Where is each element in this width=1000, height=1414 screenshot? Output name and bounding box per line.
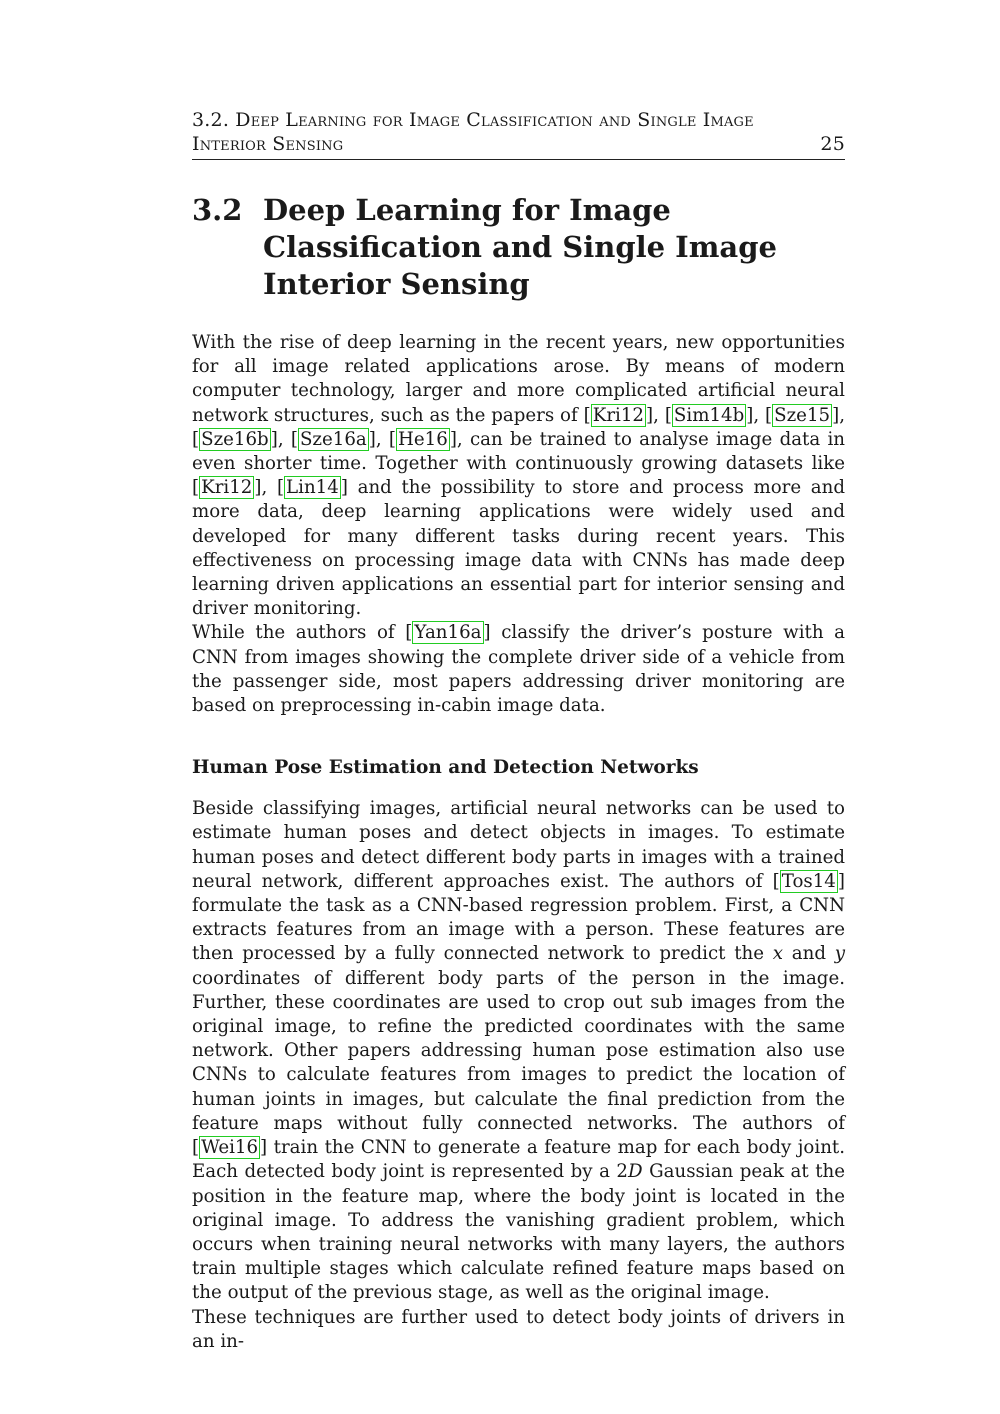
citation-link[interactable]: Lin14 — [286, 477, 339, 499]
running-head-line2-row — [192, 132, 845, 156]
citation-link[interactable]: Tos14 — [781, 870, 836, 892]
text-run: , — [753, 404, 766, 426]
section-heading — [192, 192, 845, 303]
text-run: and — [783, 943, 835, 965]
page-content — [192, 108, 845, 1354]
math-variable: y — [834, 943, 846, 965]
text-run: , — [375, 428, 389, 450]
text-run: and the possibility to store and process more and more data, deep learning applications were widely used and developed for many different tasks during recent years. This effectiveness on processing image data with CNNs has made deep learning driven applications an essential part for interior sensing and driver monitoring. — [192, 477, 845, 620]
math-variable: D — [628, 1161, 643, 1183]
citation-link[interactable]: Sze16b — [201, 428, 269, 450]
math-variable: x — [772, 943, 784, 965]
running-head-line2: Interior Sensing — [192, 133, 344, 155]
running-head — [192, 108, 845, 156]
citation-link[interactable]: Sim14b — [673, 404, 745, 426]
text-run: , — [839, 404, 845, 426]
text-run: With the rise of deep learning in the recent years, new opportunities for all image related applications arose. By means of modern computer technology, larger and more complicated artificial neural network structures, such as the papers of — [192, 332, 845, 426]
header-rule — [192, 159, 845, 160]
citation-link[interactable]: Sze15 — [774, 404, 831, 426]
text-run: coordinates of different body parts of the person in the image. Further, these coordinates are used to crop out sub images from the original image, to refine the predicted coordinates with the same network. Other papers addressing human pose estimation also use CNNs to calculate features from images to predict the location of human joints in images, but calculate the final prediction from the feature maps without fully connected networks. The authors of — [192, 967, 845, 1134]
citation-link[interactable]: Wei16 — [201, 1137, 259, 1159]
paragraph-driver-posture: While the authors of [ Yan16a ] classify the driver’s posture with a CNN from images showing the complete driver side of a vehicle from the passenger side, most papers addressing driver monitoring are based on preprocessing in-cabin image data. — [192, 622, 846, 717]
text-run: While the authors of — [192, 622, 406, 644]
page-number: 25 — [820, 133, 845, 155]
paragraph-continuation: These techniques are further used to detect body joints of drivers in an in- — [192, 1306, 845, 1352]
citation-link[interactable]: Kri12 — [592, 404, 645, 426]
running-head-line1: 3.2. Deep Learning for Image Classification and Single Image — [192, 109, 754, 131]
text-run: train the CNN to generate a feature map for each body joint. Each detected body joint is represented by a 2 — [192, 1137, 845, 1183]
paragraph-pose-estimation: Beside classifying images, artificial neural networks can be used to estimate human poses and detect objects in images. To estimate human poses and detect different body parts in images with a trained neural network, different approaches exist. The authors of [ Tos14 ] formulate the task as a CNN-based regression problem. First, a CNN extracts features from an image with a person. These features are then processed by a fully connected network to predict the x and y coordinates of different body parts of the person in the image. Further, these coordinates are used to crop out sub images from the original image, to refine the predicted coordinates with the same network. Other papers addressing human pose estimation also use CNNs to calculate features from images to predict the location of human joints in images, but calculate the final prediction from the feature maps without fully connected networks. The authors of [ Wei16 ] train the CNN to generate a feature map for each body joint. Each detected body joint is represented by a 2D Gaussian peak at the position in the feature map, where the body joint is located in the original image. To address the vanishing gradient problem, which occurs when training neural networks with many layers, the authors train multiple stages which calculate refined feature maps based on the output of the previous stage, as well as the original image. — [192, 798, 846, 1304]
citation-link[interactable]: Kri12 — [201, 477, 253, 499]
citation-link[interactable]: Sze16a — [299, 428, 367, 450]
citation-link[interactable]: He16 — [398, 428, 448, 450]
text-run: , — [277, 428, 291, 450]
text-run: classify the driver’s posture with a CNN from images showing the complete driver side of a vehicle from the passenger side, most papers addressing driver monitoring are based on preprocessing in-cabin image data. — [192, 622, 846, 717]
paragraph-intro: With the rise of deep learning in the recent years, new opportunities for all image related applications arose. By means of modern computer technology, larger and more complicated artificial neural network structures, such as the papers of [ Kri12 ], [ Sim14b ], [ Sze15 ], [ Sze16b ], [ Sze16a ], [ He16 ], can be trained to analyse image data in even shorter time. Together with continuously growing datasets like [ Kri12 ], [ Lin14 ] and the possibility to store and process more and more data, deep learning applications were widely used and developed for many different tasks during recent years. This effectiveness on processing image data with CNNs has made deep learning driven applications an essential part for interior sensing and driver monitoring. — [192, 332, 845, 620]
text-run: Gaussian peak at the position in the feature map, where the body joint is located in the original image. To address the vanishing gradient problem, which occurs when training neural networks with many layers, the authors train multiple stages which calculate refined feature maps based on the output of the previous stage, as well as the original image. — [192, 1161, 845, 1304]
text-run: , — [261, 477, 277, 499]
text-run: formulate the task as a CNN-based regression problem. First, a CNN extracts features from an image with a person. These features are then processed by a fully connected network to predict the — [192, 895, 845, 965]
subsection-heading: Human Pose Estimation and Detection Networks — [192, 757, 699, 779]
section-title: Deep Learning for Image Classification and Single Image Interior Sensing — [263, 193, 777, 301]
citation-link[interactable]: Yan16a — [414, 622, 482, 644]
section-number: 3.2 — [192, 193, 243, 227]
text-run: Beside classifying images, artificial neural networks can be used to estimate human poses and detect objects in images. To estimate human poses and detect different body parts in images with a trained neural network, different approaches exist. The authors of — [192, 798, 845, 892]
text-run: , — [653, 404, 665, 426]
text-run: , can be trained to analyse image data in even shorter time. Together with continuously growing datasets like — [192, 428, 845, 475]
